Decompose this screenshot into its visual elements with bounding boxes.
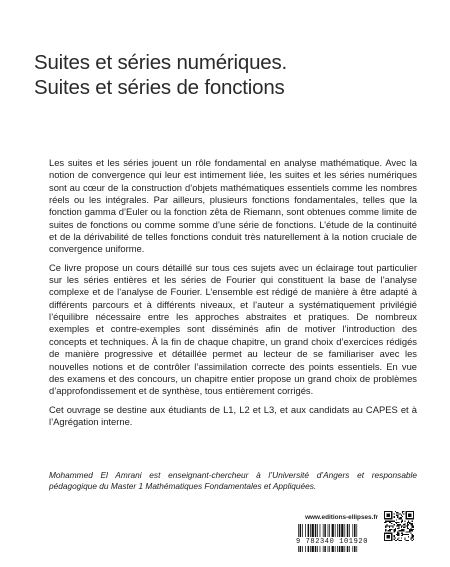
book-title bbox=[34, 50, 434, 100]
description-paragraph-3: Cet ouvrage se destine aux étudiants de L1, L2 et L3, et aux candidats au CAPES et à l’Agrégation interne. bbox=[49, 403, 417, 427]
description-paragraph-1: Les suites et les séries jouent un rôle fondamental en analyse mathématique. Avec la notion de convergence qui leur est intimement liée, les suites et les séries numériques sont au cœur de la construction d’objets mathématiques essentiels comme les nombres réels ou les intégrales. Par ailleurs, plusieurs fonctions fondamentales, telles que la fonction gamma d’Euler ou la fonction zêta de Riemann, sont obtenues comme limite de suites de fonctions ou comme somme d’une série de fonctions. L’étude de la continuité et de la dérivabilité de telles fonctions conduit très naturellement à la notion cruciale de convergence uniforme. bbox=[49, 157, 417, 255]
qr-code-icon bbox=[384, 511, 414, 541]
description bbox=[49, 157, 417, 434]
title-line-2: Suites et séries de fonctions bbox=[34, 76, 285, 99]
title-line-1: Suites et séries numériques. bbox=[34, 51, 288, 74]
publisher-website: www.editions-ellipses.fr bbox=[305, 514, 378, 521]
isbn-number: 9 782340 101920 bbox=[296, 537, 380, 546]
author-bio: Mohammed El Amrani est enseignant-chercheur à l’Université d’Angers et responsable pédagogique du Master 1 Mathématiques Fondamentales et Appliquées. bbox=[49, 470, 417, 491]
description-paragraph-2: Ce livre propose un cours détaillé sur tous ces sujets avec un éclairage tout particulier sur les séries entières et les séries de Fourier qui constituent la base de l’analyse complexe et de l’analyse de Fourier. L’ensemble est rédigé de manière à être adapté à différents parcours et à différents niveaux, et l’auteur a systématiquement privilégié l’équilibre nécessaire entre les approches abstraites et pratiques. De nombreux exemples et contre-exemples sont disséminés afin de motiver l’introduction des concepts et techniques. À la fin de chaque chapitre, un grand choix d’exercices rédigés de manière progressive et détaillée permet au lecteur de se familiariser avec les nouvelles notions et de contrôler l’assimilation correcte des points essentiels. En vue des examens et des concours, un chapitre entier propose un grand choix de problèmes d’approfondissement et de synthèse, tous entièrement corrigés. bbox=[49, 261, 417, 397]
